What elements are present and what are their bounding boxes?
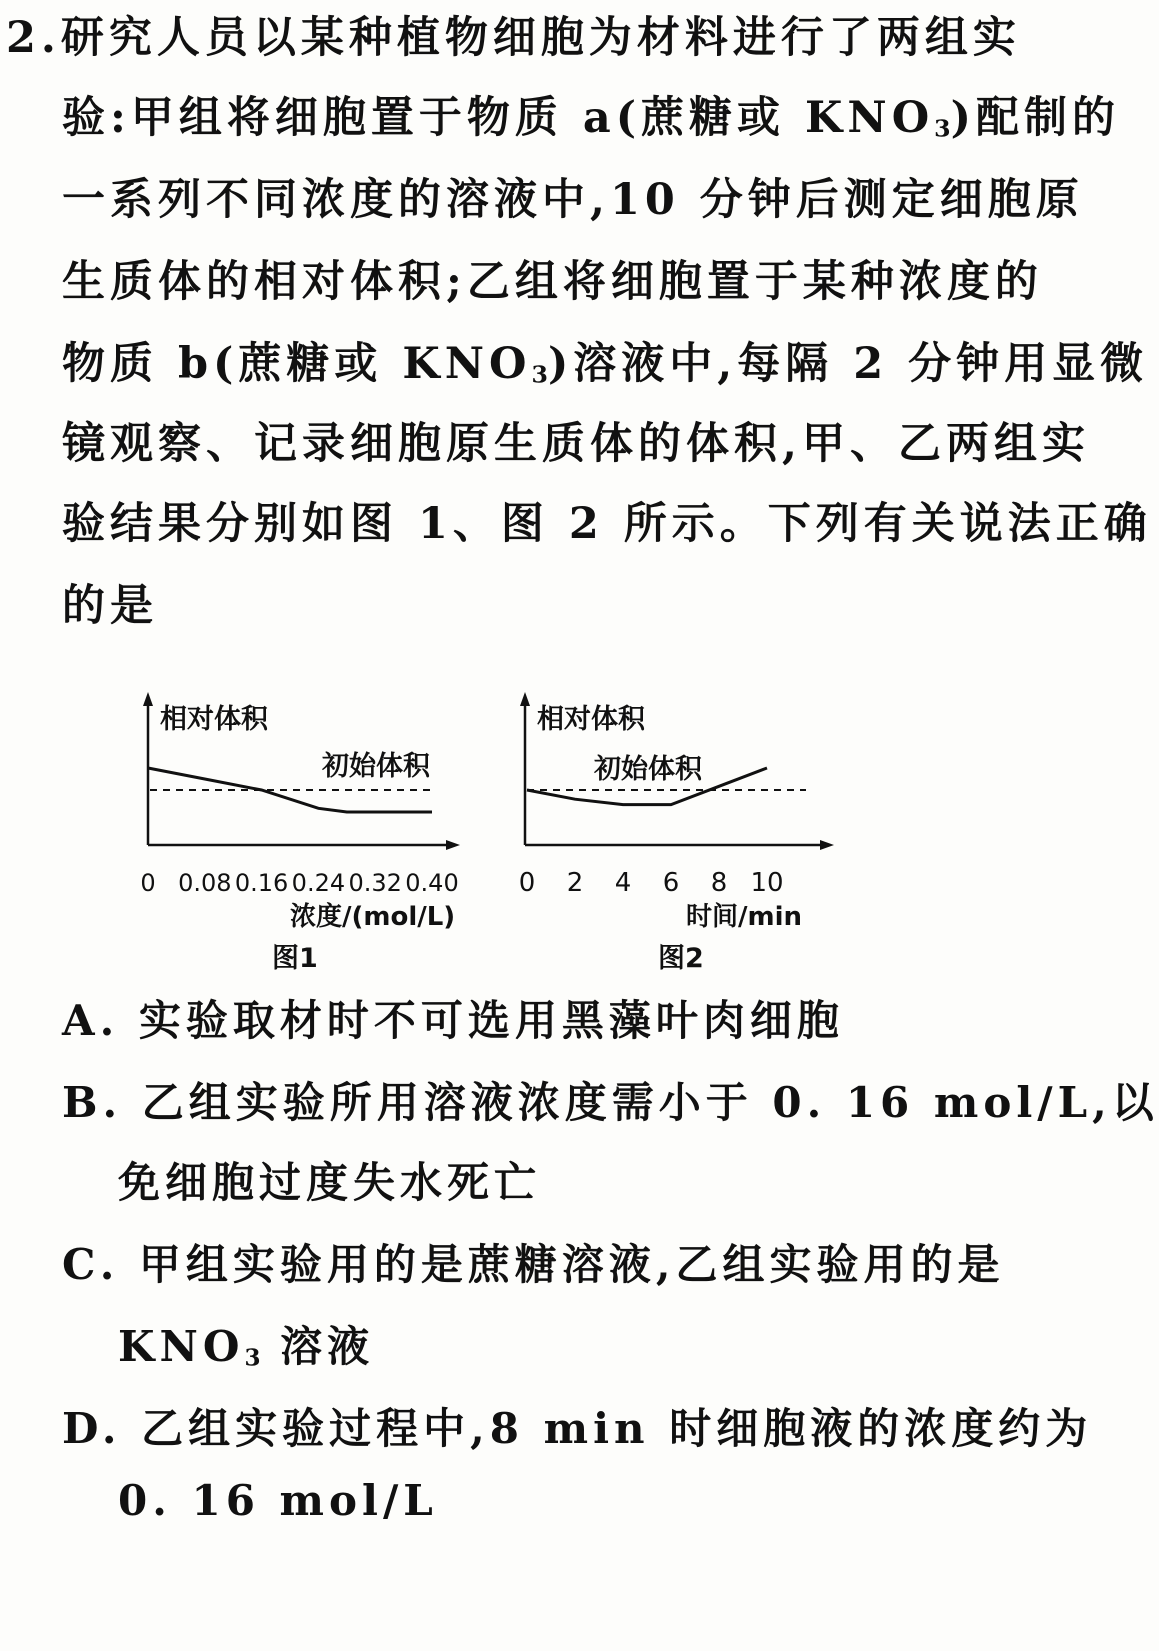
option-b-line-1: B. 乙组实验所用溶液浓度需小于 0. 16 mol/L,以	[62, 1078, 1159, 1127]
fig1-tick-label: 0.08	[178, 869, 232, 897]
question-line-6: 镜观察、记录细胞原生质体的体积,甲、乙两组实	[62, 419, 1090, 469]
question-line-3: 一系列不同浓度的溶液中,10 分钟后测定细胞原	[62, 175, 1084, 225]
fig1-tick-label: 0	[140, 869, 156, 897]
fig1-tick-label: 0.40	[405, 869, 459, 897]
figures	[0, 680, 1000, 980]
fig1-tick-labels	[140, 869, 458, 897]
fig2-tick-label: 0	[518, 868, 536, 898]
fig2-tick-label: 2	[566, 868, 584, 898]
question-line-7: 验结果分别如图 1、图 2 所示。下列有关说法正确	[62, 499, 1152, 549]
fig2-tick-label: 4	[614, 868, 632, 898]
question-line-5: 物质 b(蔗糖或 $KNO_3$)溶液中,每隔 2 分钟用显微	[62, 339, 1149, 389]
question-number: 2.	[6, 13, 61, 63]
fig2-x-arrow	[820, 840, 834, 850]
figure-2	[519, 692, 834, 974]
fig2-annotation: 初始体积	[594, 754, 702, 785]
fig1-x-arrow	[446, 840, 460, 850]
fig1-caption: 图1	[272, 943, 318, 974]
fig2-tick-labels	[519, 868, 784, 898]
option-d-line-1: D. 乙组实验过程中,8 min 时细胞液的浓度约为	[62, 1404, 1093, 1453]
fig2-tick-label: 10	[750, 868, 784, 898]
fig2-xlabel: 时间/min	[686, 902, 803, 932]
option-c-line-2: $KNO_3$ 溶液	[118, 1322, 375, 1372]
option-b-line-2: 免细胞过度失水死亡	[118, 1158, 542, 1207]
question-line-8: 的是	[62, 581, 158, 631]
question-line-2: 验:甲组将细胞置于物质 a(蔗糖或 $KNO_3$)配制的	[62, 93, 1120, 143]
option-a: A. 实验取材时不可选用黑藻叶肉细胞	[62, 996, 844, 1045]
fig2-ylabel: 相对体积	[537, 704, 645, 735]
fig1-tick-label: 0.24	[291, 869, 346, 897]
question-line-4: 生质体的相对体积;乙组将细胞置于某种浓度的	[62, 257, 1043, 307]
fig2-caption: 图2	[658, 943, 704, 974]
fig1-annotation: 初始体积	[322, 751, 430, 782]
option-d-line-2: 0. 16 mol/L	[118, 1476, 438, 1525]
fig2-y-arrow	[520, 692, 530, 706]
fig1-tick-label: 0.16	[234, 869, 289, 897]
question-line-1: 2.研究人员以某种植物细胞为材料进行了两组实	[6, 13, 1021, 63]
fig1-ylabel: 相对体积	[160, 704, 268, 735]
fig1-xlabel: 浓度/(mol/L)	[290, 902, 456, 932]
fig2-tick-label: 6	[662, 868, 680, 898]
fig2-tick-label: 8	[710, 868, 728, 898]
fig1-tick-label: 0.32	[348, 869, 402, 897]
figure-1	[140, 692, 460, 974]
option-c-line-1: C. 甲组实验用的是蔗糖溶液,乙组实验用的是	[62, 1240, 1005, 1289]
fig1-y-arrow	[143, 692, 153, 706]
